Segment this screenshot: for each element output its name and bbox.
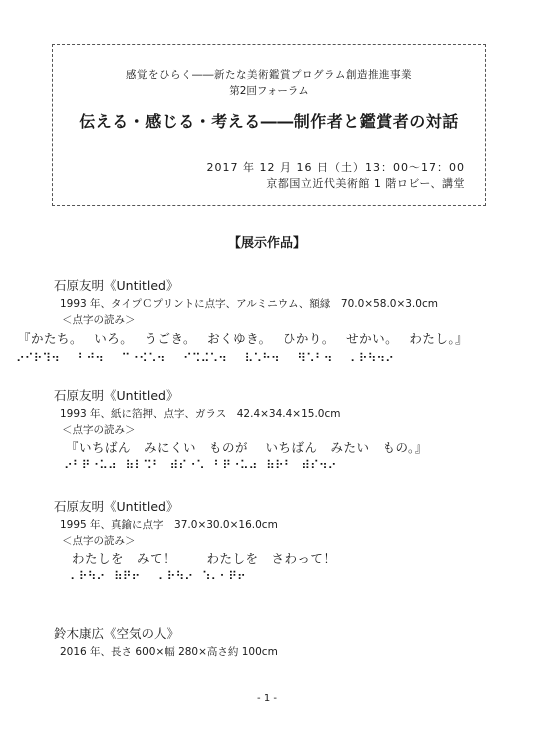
braille-dots: ⠔⠊⠗⠹⠲⠀⠀⠃⠚⠲⠀⠀⠉⠐⠪⠡⠲⠀⠀⠊⠩⠬⠡⠲⠀⠀⠧⠡⠓⠲⠀⠀⠻⠡⠃⠲⠀⠀⠄⠗⠳⠲⠔ [16,351,394,365]
artwork-artist-title: 石原友明《Untitled》 [54,499,179,514]
braille-reading-text: わたしを みて！ わたしを さわって！ [72,551,337,566]
program-subtitle: 感覚をひらく――新たな美術鑑賞プログラム創造推進事業 [126,69,412,81]
braille-reading-note: ＜点字の読み＞ [62,314,136,326]
braille-reading-note: ＜点字の読み＞ [62,535,136,547]
braille-reading-text: 『かたち。 いろ。 うごき。 おくゆき。 ひかり。 せかい。 わたし。』 [18,331,469,346]
forum-header-box [52,44,486,206]
artwork-artist-title: 石原友明《Untitled》 [54,278,179,293]
forum-title: 伝える・感じる・考える――制作者と鑑賞者の対話 [79,112,459,131]
section-heading: 【展示作品】 [227,236,306,251]
braille-reading-text: 『いちばん みにくい ものが いちばん みたい もの。』 [66,440,428,455]
braille-reading-note: ＜点字の読み＞ [62,424,136,436]
forum-number: 第2回フォーラム [229,85,309,97]
artwork-spec: 1995 年、真鍮に点字 37.0×30.0×16.0cm [60,519,278,531]
artwork-spec: 1993 年、タイプＣプリントに点字、アルミニウム、額縁 70.0×58.0×3.0cm [60,298,438,310]
braille-dots: ⠄⠗⠳⠔⠀⠷⠟⠖⠀⠀⠄⠗⠳⠔⠀⠱⠄⠂⠟⠖ [70,569,246,583]
page-number: - 1 - [257,693,277,704]
artwork-artist-title: 鈴木康広《空気の人》 [54,626,180,641]
artwork-spec: 1993 年、紙に箔押、点字、ガラス 42.4×34.4×15.0cm [60,408,341,420]
event-venue: 京都国立近代美術館 1 階ロビー、講堂 [266,177,465,190]
artwork-artist-title: 石原友明《Untitled》 [54,388,179,403]
artwork-spec: 2016 年、長さ 600×幅 280×高さ約 100cm [60,646,278,658]
event-date: 2017 年 12 月 16 日（土）13：00～17：00 [206,161,465,174]
braille-dots: ⠔⠃⠟⠐⠥⠴⠀⠷⠇⠩⠃⠀⠾⠎⠐⠡⠀⠃⠟⠐⠥⠴⠀⠷⠗⠃⠀⠾⠎⠲⠔ [64,458,337,472]
